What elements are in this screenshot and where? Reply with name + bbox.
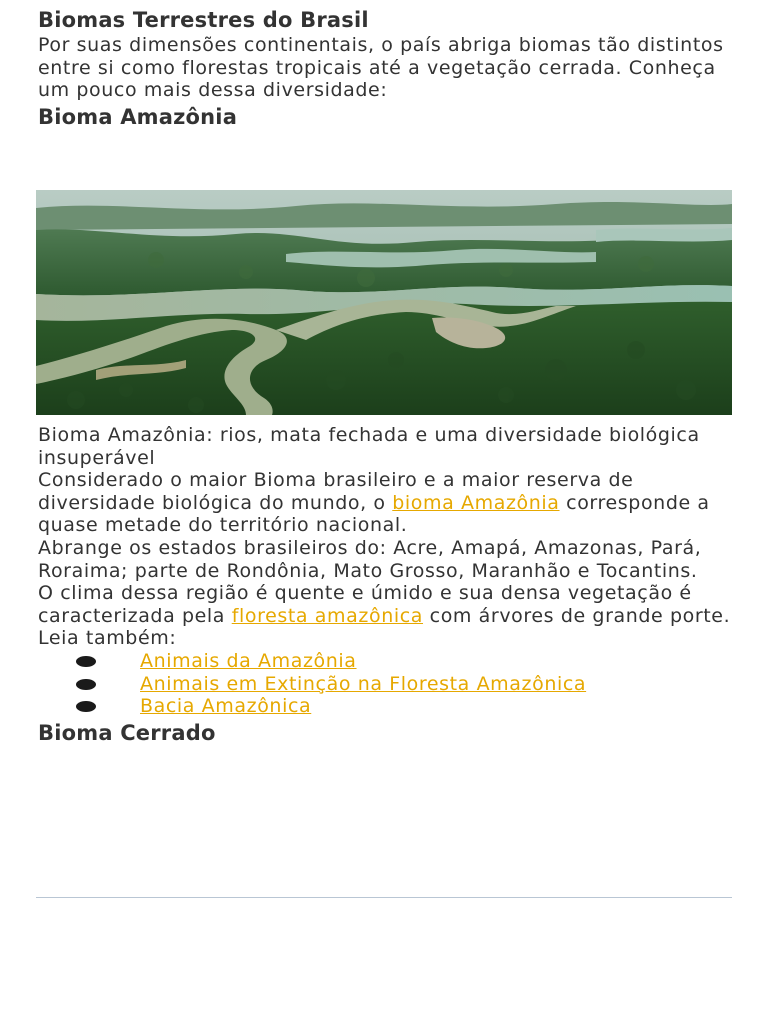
amazonia-paragraph-2: Abrange os estados brasileiros do: Acre, Amapá, Amazonas, Pará, Roraima; parte de Rondônia, Mato Grosso, Maranhão e Tocantins. [38,536,702,582]
section-heading-cerrado: Bioma Cerrado [38,720,216,745]
amazonia-paragraph-1 [38,469,738,537]
intro-paragraph: Por suas dimensões continentais, o país abriga biomas tão distintos entre si como florestas tropicais até a vegetação cerrada. Conheça um pouco mais dessa diversidade: [38,34,724,102]
list-item [38,673,738,696]
amazonia-content [38,424,738,748]
amazonia-paragraph-3 [38,582,738,627]
link-bioma-amazonia[interactable]: bioma Amazônia [392,491,560,514]
amazon-river-photo [36,190,732,415]
section-divider [36,897,732,898]
link-floresta-amazonica[interactable]: floresta amazônica [231,604,424,627]
amazonia-p3-text-after: com árvores de grande porte. [423,604,731,627]
list-item [38,650,738,673]
link-animais-da-amazonia[interactable]: Animais da Amazônia [140,649,357,672]
amazonia-p1-text-after: corresponde a quase metade do território nacional. [38,491,710,537]
page-title: Biomas Terrestres do Brasil [38,8,369,32]
amazonia-p3-text-before: O clima dessa região é quente e úmido e sua densa vegetação é caracterizada pela [38,582,692,627]
link-bacia-amazonica[interactable]: Bacia Amazônica [140,695,312,718]
aerial-river-illustration [36,190,732,415]
read-also-list [38,650,738,718]
image-caption: Bioma Amazônia: rios, mata fechada e uma diversidade biológica insuperável [38,424,700,469]
bullet-icon [76,701,96,712]
list-item [38,695,738,718]
amazonia-p1-text-before: Considerado o maior Bioma brasileiro e a maior reserva de diversidade biológica do mundo, o [38,469,634,514]
link-animais-em-extincao[interactable]: Animais em Extinção na Floresta Amazônica [140,672,587,695]
section-heading-amazonia: Bioma Amazônia [38,104,238,129]
article-header [38,6,738,132]
bullet-icon [76,656,96,667]
bullet-icon [76,679,96,690]
read-also-label: Leia também: [38,627,177,650]
